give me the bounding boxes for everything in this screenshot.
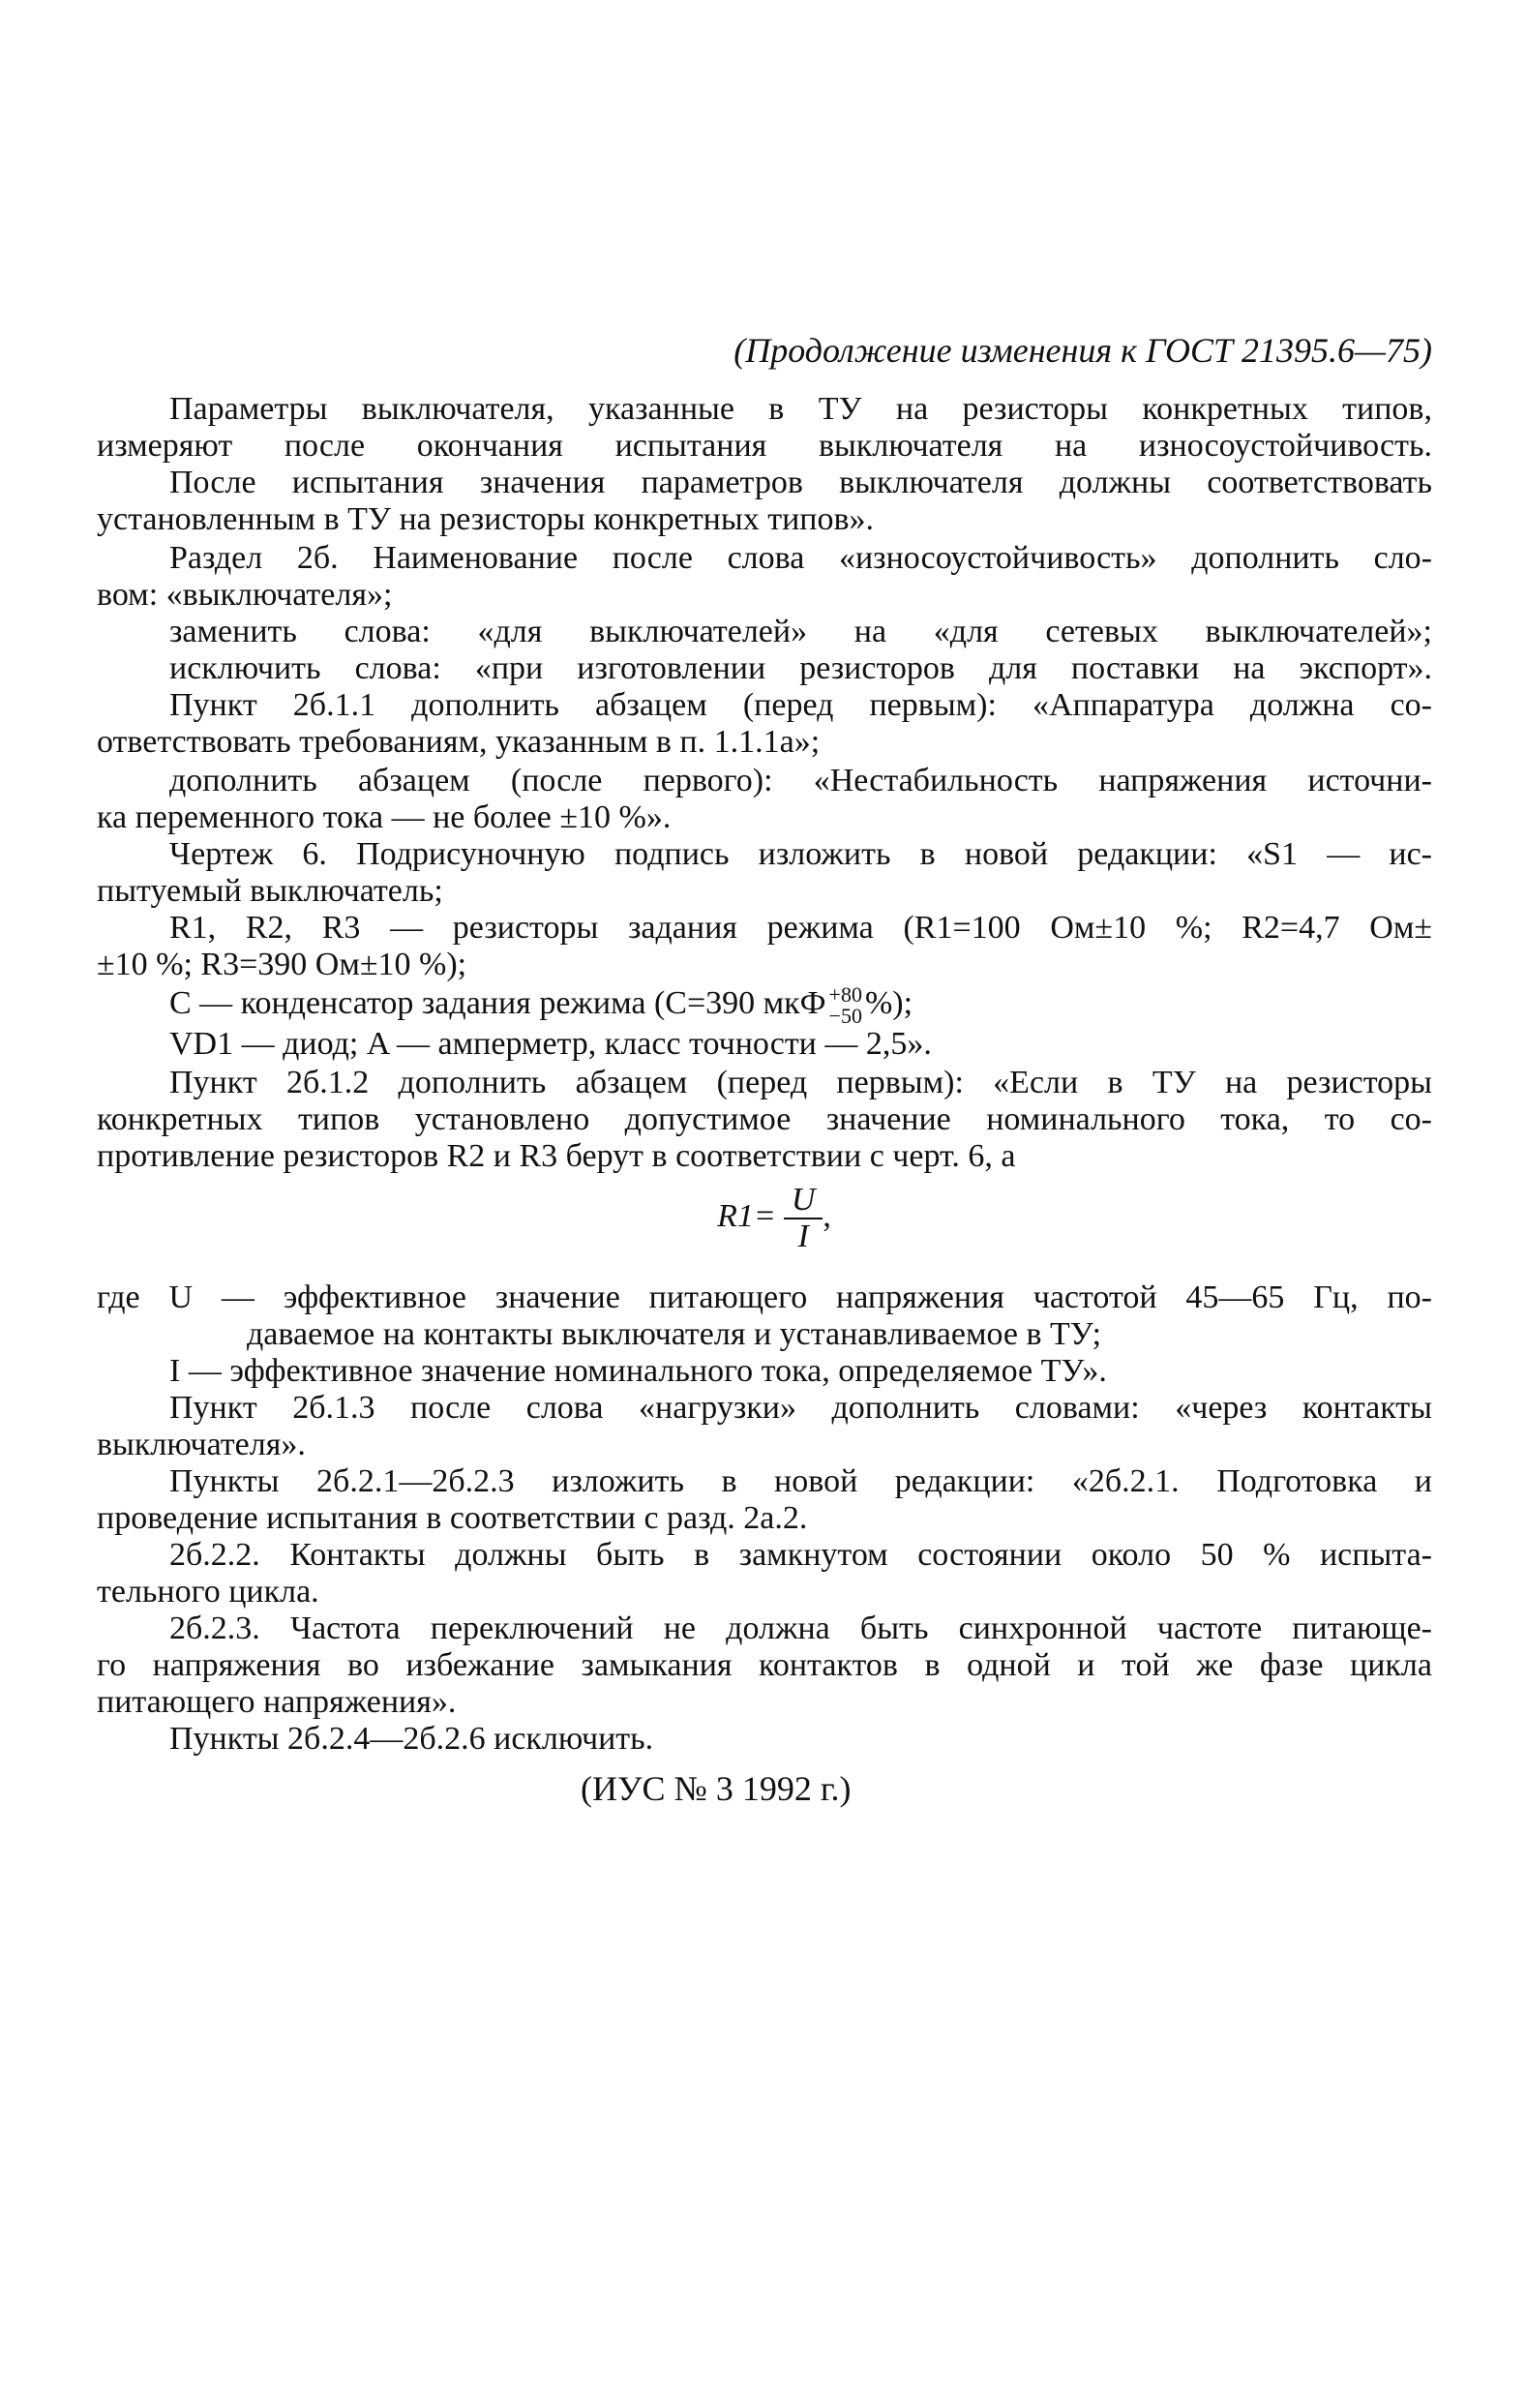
text-line: Пункты 2б.2.1—2б.2.3 изложить в новой редакции: «2б.2.1. Подготовка и	[169, 1463, 1432, 1499]
text-line: Пункт 2б.1.2 дополнить абзацем (перед первым): «Если в ТУ на резисторы	[169, 1065, 1432, 1100]
text-line: 2б.2.2. Контакты должны быть в замкнутом состоянии около 50 % испыта-	[169, 1537, 1432, 1573]
formula-tail: ,	[823, 1197, 831, 1234]
text-line: противление резисторов R2 и R3 берут в соответствии с черт. 6, а	[97, 1138, 1016, 1174]
text-line: После испытания значения параметров выключателя должны соответствовать	[169, 465, 1432, 500]
formula-numerator: U	[784, 1183, 823, 1219]
text-line: C — конденсатор задания режима (C=390 мкФ	[169, 985, 826, 1021]
text-line: Чертеж 6. Подрисуночную подпись изложить в новой редакции: «S1 — ис-	[169, 836, 1432, 872]
text-line: заменить слова: «для выключателей» на «для сетевых выключателей»;	[169, 614, 1432, 649]
text-line: Пункт 2б.1.3 после слова «нагрузки» дополнить словами: «через контакты	[169, 1390, 1432, 1426]
text-line: 2б.2.3. Частота переключений не должна быть синхронной частоте питающе-	[169, 1610, 1432, 1646]
text-line: Параметры выключателя, указанные в ТУ на резисторы конкретных типов,	[169, 391, 1432, 427]
text-line: исключить слова: «при изготовлении резисторов для поставки на экспорт».	[169, 650, 1432, 686]
text-line: ка переменного тока — не более ±10 %».	[97, 799, 672, 835]
text-line: даваемое на контакты выключателя и устанавливаемое в ТУ;	[247, 1316, 1102, 1352]
text-line: VD1 — диод; A — амперметр, класс точности — 2,5».	[169, 1026, 932, 1062]
formula-denominator: I	[797, 1219, 809, 1254]
text-line: ответствовать требованиям, указанным в п. 1.1.1а»;	[97, 724, 821, 760]
text-line: измеряют после окончания испытания выключателя на износоустойчивость.	[97, 428, 1432, 464]
text-line: где U — эффективное значение питающего напряжения частотой 45—65 Гц, по-	[97, 1279, 1432, 1315]
text-line: Пункты 2б.2.4—2б.2.6 исключить.	[169, 1721, 654, 1757]
text-line: Раздел 2б. Наименование после слова «износоустойчивость» дополнить сло-	[169, 540, 1432, 576]
formula	[581, 1183, 968, 1254]
text-line: го напряжения во избежание замыкания контактов в одной и той же фазе цикла	[97, 1647, 1432, 1683]
text-line: выключателя».	[97, 1427, 306, 1462]
tolerance-upper: +80	[828, 982, 862, 1008]
text-line: проведение испытания в соответствии с разд. 2а.2.	[97, 1500, 808, 1536]
text-line: I — эффективное значение номинального тока, определяемое ТУ».	[169, 1353, 1107, 1389]
text-line: R1, R2, R3 — резисторы задания режима (R1=100 Ом±10 %; R2=4,7 Ом±	[169, 910, 1432, 946]
capacitor-line	[169, 983, 1432, 1027]
source-note: (ИУС № 3 1992 г.)	[581, 1769, 852, 1808]
text-line: Пункт 2б.1.1 дополнить абзацем (перед первым): «Аппаратура должна со-	[169, 687, 1432, 723]
text-line: %);	[864, 985, 913, 1021]
text-line: ±10 %; R3=390 Ом±10 %);	[97, 947, 467, 982]
text-line: установленным в ТУ на резисторы конкретных типов».	[97, 501, 875, 537]
text-line: вом: «выключателя»;	[97, 577, 393, 613]
formula-fraction	[784, 1183, 823, 1254]
tolerance-lower: −50	[828, 1004, 862, 1029]
text-line: пытуемый выключатель;	[97, 873, 443, 909]
tolerance	[829, 984, 862, 1027]
text-line: тельного цикла.	[97, 1574, 319, 1610]
text-line: дополнить абзацем (после первого): «Нестабильность напряжения источни-	[169, 763, 1432, 798]
formula-lhs: R1=	[717, 1197, 776, 1234]
page-header: (Продолжение изменения к ГОСТ 21395.6—75)	[733, 331, 1432, 370]
text-line: конкретных типов установлено допустимое значение номинального тока, то со-	[97, 1101, 1432, 1137]
text-line: питающего напряжения».	[97, 1684, 457, 1720]
